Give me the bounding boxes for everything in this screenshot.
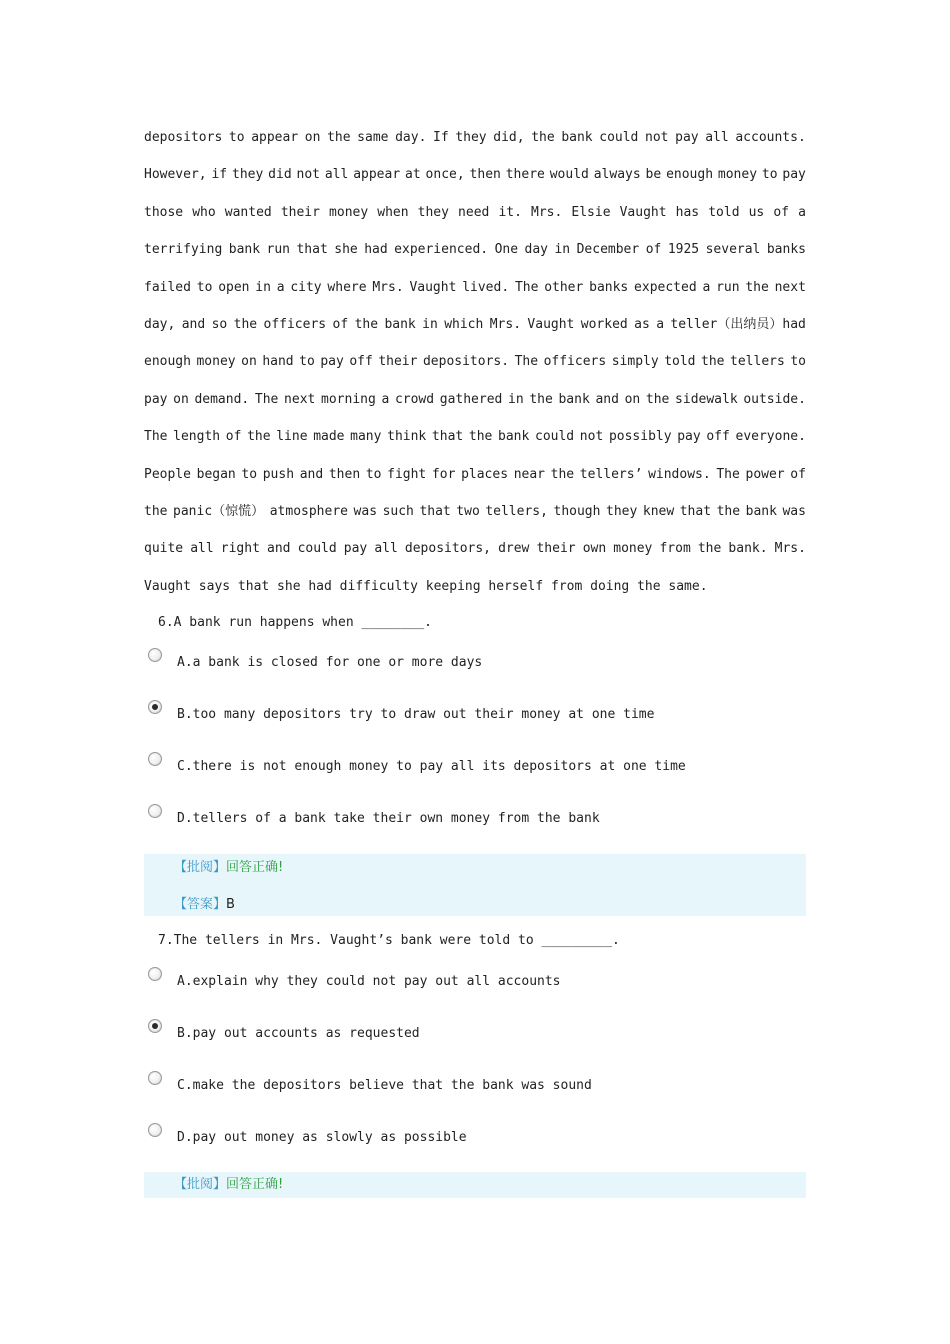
passage-word: pay (782, 167, 806, 183)
passage-word: city (290, 279, 322, 295)
passage-word: banks (589, 279, 629, 295)
passage-word: all (374, 541, 398, 557)
passage-word: had (364, 242, 388, 258)
passage-word: enough (144, 354, 191, 370)
passage-word: panic（惊慌） (173, 503, 265, 519)
passage-word: a (798, 204, 806, 220)
passage-word: expected (634, 279, 697, 295)
passage-word: Mrs. (774, 541, 806, 557)
passage-word: could (535, 429, 575, 445)
passage-word: several (705, 242, 761, 258)
passage-word: to (365, 466, 382, 482)
radio-button-icon[interactable] (148, 804, 162, 818)
question-7-option-c[interactable] (144, 1071, 806, 1101)
passage-word: all (190, 541, 214, 557)
passage-word: hand (262, 354, 294, 370)
passage-word: power (745, 466, 785, 482)
answer-text: B (226, 897, 235, 912)
answer-tag: 【答案】 (174, 897, 227, 912)
passage-word: their (280, 204, 320, 220)
question-7-feedback (144, 1172, 806, 1198)
passage-word: the (531, 130, 555, 145)
passage-word: they (417, 204, 449, 220)
passage-word: think (387, 429, 427, 445)
option-label: C.make the depositors believe that the bank was sound (177, 1078, 592, 1093)
passage-word: tellers’ (579, 466, 643, 482)
passage-word: in (554, 242, 571, 258)
passage-word: Vaught (527, 316, 575, 332)
passage-word: a (276, 279, 285, 295)
passage-word: the (247, 429, 271, 445)
option-label: D.tellers of a bank take their own money from the bank (177, 811, 600, 826)
passage-word: at (405, 167, 421, 183)
passage-word: experienced. (394, 242, 489, 258)
option-label: A.a bank is closed for one or more days (177, 655, 483, 670)
passage-word: line (276, 429, 308, 445)
passage-word: she (334, 242, 358, 258)
passage-word: demand. (194, 391, 250, 407)
passage-word: morning (321, 391, 376, 407)
passage-word: depositors, (404, 541, 491, 557)
passage-word: that (419, 503, 451, 519)
passage-word: The (514, 354, 539, 370)
radio-button-icon[interactable] (148, 648, 162, 662)
passage-word: bank (384, 316, 416, 332)
passage-word: which (444, 316, 484, 332)
passage-word: always (593, 167, 641, 183)
passage-word: not (296, 167, 320, 183)
passage-word: banks (766, 242, 806, 258)
passage-word: their (378, 354, 418, 370)
passage-word: in (255, 279, 271, 295)
option-label: C.there is not enough money to pay all its depositors at one time (177, 759, 686, 774)
passage-word: tellers, (485, 503, 548, 519)
passage-word: atmosphere (269, 503, 348, 519)
passage-word: the (468, 429, 493, 445)
passage-word: officers (543, 354, 607, 370)
passage-word: to (241, 466, 258, 482)
passage-word: money (613, 541, 653, 557)
passage-word: a (702, 279, 711, 295)
passage-word: knew (642, 503, 675, 519)
passage-word: was (353, 503, 378, 519)
passage-word: that (296, 242, 328, 258)
passage-word: drew (498, 541, 530, 557)
passage-word: from (659, 541, 691, 557)
passage-word: and (181, 316, 206, 332)
passage-word: not (579, 429, 604, 445)
passage-line (144, 274, 806, 311)
passage-word: the (701, 354, 725, 370)
passage-word: open (218, 279, 250, 295)
question-6-text: 6.A bank run happens when ________. (158, 615, 432, 630)
passage-word: who (192, 204, 216, 220)
passage-word: right (220, 541, 260, 557)
passage-word: they (455, 130, 487, 145)
passage-word: could (297, 541, 337, 557)
passage-word: though (553, 503, 601, 519)
passage-word: The (144, 429, 168, 445)
passage-word: began (196, 466, 236, 482)
review-result (174, 1175, 283, 1195)
passage-word: to (228, 130, 245, 145)
passage-word: outside. (743, 391, 806, 407)
review-tag: 【批阅】 (174, 860, 227, 875)
radio-button-icon[interactable] (148, 752, 162, 766)
passage-word: was (782, 503, 806, 519)
passage-word: bank (228, 242, 261, 258)
passage-word: failed (144, 279, 191, 295)
passage-word: those (144, 204, 184, 220)
reading-passage (144, 124, 806, 610)
passage-word: of (332, 316, 349, 332)
passage-word: the (716, 503, 741, 519)
passage-word: People (144, 466, 191, 482)
passage-word: However, (144, 167, 207, 183)
passage-word: then (469, 167, 501, 183)
passage-word: be (645, 167, 662, 183)
passage-word: depositors (144, 130, 223, 145)
passage-word: teller（出纳员）had (670, 316, 806, 332)
passage-word: on (173, 391, 189, 407)
radio-button-icon[interactable] (148, 1071, 162, 1085)
answer-key (174, 895, 235, 915)
passage-word: Mrs. (531, 204, 563, 220)
passage-word: in (508, 391, 524, 407)
question-7-option-d[interactable] (144, 1123, 806, 1153)
passage-word: did, (493, 130, 525, 145)
passage-word: to (790, 354, 806, 370)
passage-line (144, 348, 806, 385)
passage-word: of (645, 242, 662, 258)
passage-word: such (382, 503, 414, 519)
passage-word: enough (666, 167, 714, 183)
passage-word: Vaught (619, 204, 667, 220)
passage-word: on (624, 391, 641, 407)
passage-word: worked (580, 316, 628, 332)
passage-word: on (241, 354, 257, 370)
passage-word: off (706, 429, 730, 445)
passage-word: not (645, 130, 669, 145)
passage-line (144, 535, 806, 572)
passage-word: quite (144, 541, 184, 557)
passage-word: to (196, 279, 213, 295)
passage-word: and (595, 391, 619, 407)
passage-word: simply (611, 354, 659, 370)
passage-word: next (284, 391, 316, 407)
passage-word: need (458, 204, 490, 220)
passage-word: Elsie (571, 204, 611, 220)
passage-word: they (606, 503, 638, 519)
review-tag: 【批阅】 (174, 1177, 227, 1192)
radio-button-selected-icon[interactable] (148, 700, 162, 714)
passage-word: accounts. (735, 130, 806, 145)
passage-word: crowd (394, 391, 435, 407)
option-label: A.explain why they could not pay out all accounts (177, 974, 561, 989)
radio-button-icon[interactable] (148, 1123, 162, 1137)
passage-word: the (745, 279, 769, 295)
passage-word: appear (353, 167, 401, 183)
passage-word: they (232, 167, 264, 183)
passage-word: fight (387, 466, 427, 482)
question-6-option-c[interactable] (144, 752, 806, 782)
passage-word: lived. (462, 279, 510, 295)
passage-word: same (357, 130, 389, 145)
passage-word: run (716, 279, 740, 295)
passage-word: The (254, 391, 279, 407)
passage-word: of (790, 466, 806, 482)
passage-word: and (299, 466, 324, 482)
passage-word: a (656, 316, 665, 332)
passage-word: gathered (439, 391, 503, 407)
passage-word: possibly (608, 429, 672, 445)
passage-word: day (524, 242, 548, 258)
passage-word: pay (144, 391, 168, 407)
passage-word: all (324, 167, 349, 183)
passage-word: money (329, 204, 369, 220)
passage-word: has (675, 204, 700, 220)
passage-word: money (196, 354, 236, 370)
passage-word: own (582, 541, 607, 557)
passage-word: other (544, 279, 584, 295)
passage-word: day, (144, 316, 176, 332)
passage-word: bank (558, 391, 590, 407)
passage-word: Mrs. (372, 279, 404, 295)
passage-word: their (536, 541, 576, 557)
passage-word: of (225, 429, 242, 445)
passage-word: would (549, 167, 589, 183)
passage-word: the (233, 316, 258, 332)
passage-word: next (774, 279, 806, 295)
passage-line (144, 498, 806, 535)
passage-word: all (705, 130, 729, 145)
passage-word: told (664, 354, 696, 370)
passage-word: money (717, 167, 758, 183)
radio-button-icon[interactable] (148, 967, 162, 981)
passage-word: it. (498, 204, 522, 220)
passage-word: windows. (648, 466, 711, 482)
passage-word: on (304, 130, 321, 145)
passage-word: to (299, 354, 315, 370)
passage-word: appear (251, 130, 299, 145)
passage-word: in (422, 316, 438, 332)
passage-word: could (599, 130, 639, 145)
passage-word: for (431, 466, 456, 482)
question-6-option-d[interactable] (144, 804, 806, 834)
passage-word: when (377, 204, 409, 220)
passage-word: once, (425, 167, 465, 183)
passage-word: the (697, 541, 722, 557)
passage-word: then (328, 466, 361, 482)
passage-line (144, 236, 806, 273)
option-label: B.pay out accounts as requested (177, 1026, 420, 1041)
question-6-option-a[interactable] (144, 648, 806, 678)
passage-word: bank (745, 503, 777, 519)
passage-word: pay (675, 130, 699, 145)
passage-word: sidewalk (675, 391, 738, 407)
passage-line (144, 311, 806, 348)
passage-word: us (748, 204, 765, 220)
passage-word: pay (320, 354, 344, 370)
passage-word: to (761, 167, 778, 183)
passage-word: officers (263, 316, 327, 332)
passage-word: that (431, 429, 464, 445)
passage-word: depositors. (422, 354, 510, 370)
passage-word: many (350, 429, 382, 445)
passage-word: and (267, 541, 291, 557)
passage-word: two (456, 503, 480, 519)
passage-word: of (773, 204, 789, 220)
passage-word: the (550, 466, 575, 482)
passage-word: One (494, 242, 519, 258)
review-result (174, 858, 283, 878)
passage-word: bank (498, 429, 530, 445)
passage-word: the (144, 503, 168, 519)
passage-line: Vaught says that she had difficulty keeping herself from doing the same. (144, 578, 708, 594)
passage-word: If (433, 130, 449, 145)
passage-word: wanted (224, 204, 272, 220)
passage-word: day. (395, 130, 427, 145)
passage-word: so (211, 316, 228, 332)
radio-button-selected-icon[interactable] (148, 1019, 162, 1033)
passage-word: run (266, 242, 291, 258)
passage-word: did (268, 167, 292, 183)
passage-word: that (679, 503, 712, 519)
passage-word: the (645, 391, 670, 407)
option-label: D.pay out money as slowly as possible (177, 1130, 467, 1145)
passage-word: Vaught (409, 279, 457, 295)
passage-word: a (381, 391, 390, 407)
passage-word: 1925 (667, 242, 700, 258)
passage-line (144, 461, 806, 498)
question-6-feedback (144, 854, 806, 916)
question-6-option-b[interactable] (144, 700, 806, 730)
passage-word: the (529, 391, 553, 407)
review-text: 回答正确! (226, 860, 284, 875)
passage-line (144, 199, 806, 236)
passage-word: told (708, 204, 740, 220)
passage-word: The (514, 279, 539, 295)
passage-word: The (716, 466, 740, 482)
passage-word: the (327, 130, 351, 145)
passage-word: terrifying (144, 242, 223, 258)
passage-word: where (327, 279, 367, 295)
passage-word: places (461, 466, 509, 482)
question-7-option-b[interactable] (144, 1019, 806, 1049)
passage-word: length (173, 429, 221, 445)
passage-word: Mrs. (489, 316, 522, 332)
passage-word: as (634, 316, 650, 332)
passage-line (144, 161, 806, 198)
passage-word: pay (343, 541, 368, 557)
passage-line (144, 386, 806, 423)
passage-word: the (354, 316, 379, 332)
passage-word: if (211, 167, 228, 183)
passage-word: there (505, 167, 545, 183)
passage-word: bank. (728, 541, 768, 557)
passage-line (144, 124, 806, 161)
passage-word: near (513, 466, 545, 482)
passage-word: pay (677, 429, 701, 445)
passage-word: tellers (730, 354, 785, 370)
passage-word: push (262, 466, 295, 482)
review-text: 回答正确! (226, 1177, 284, 1192)
option-label: B.too many depositors try to draw out their money at one time (177, 707, 655, 722)
question-7-option-a[interactable] (144, 967, 806, 997)
passage-word: December (576, 242, 640, 258)
question-7-text: 7.The tellers in Mrs. Vaught’s bank were told to _________. (158, 933, 620, 948)
passage-word: made (313, 429, 345, 445)
passage-word: bank (561, 130, 593, 145)
passage-line (144, 423, 806, 460)
passage-word: off (349, 354, 373, 370)
passage-word: everyone. (735, 429, 806, 445)
